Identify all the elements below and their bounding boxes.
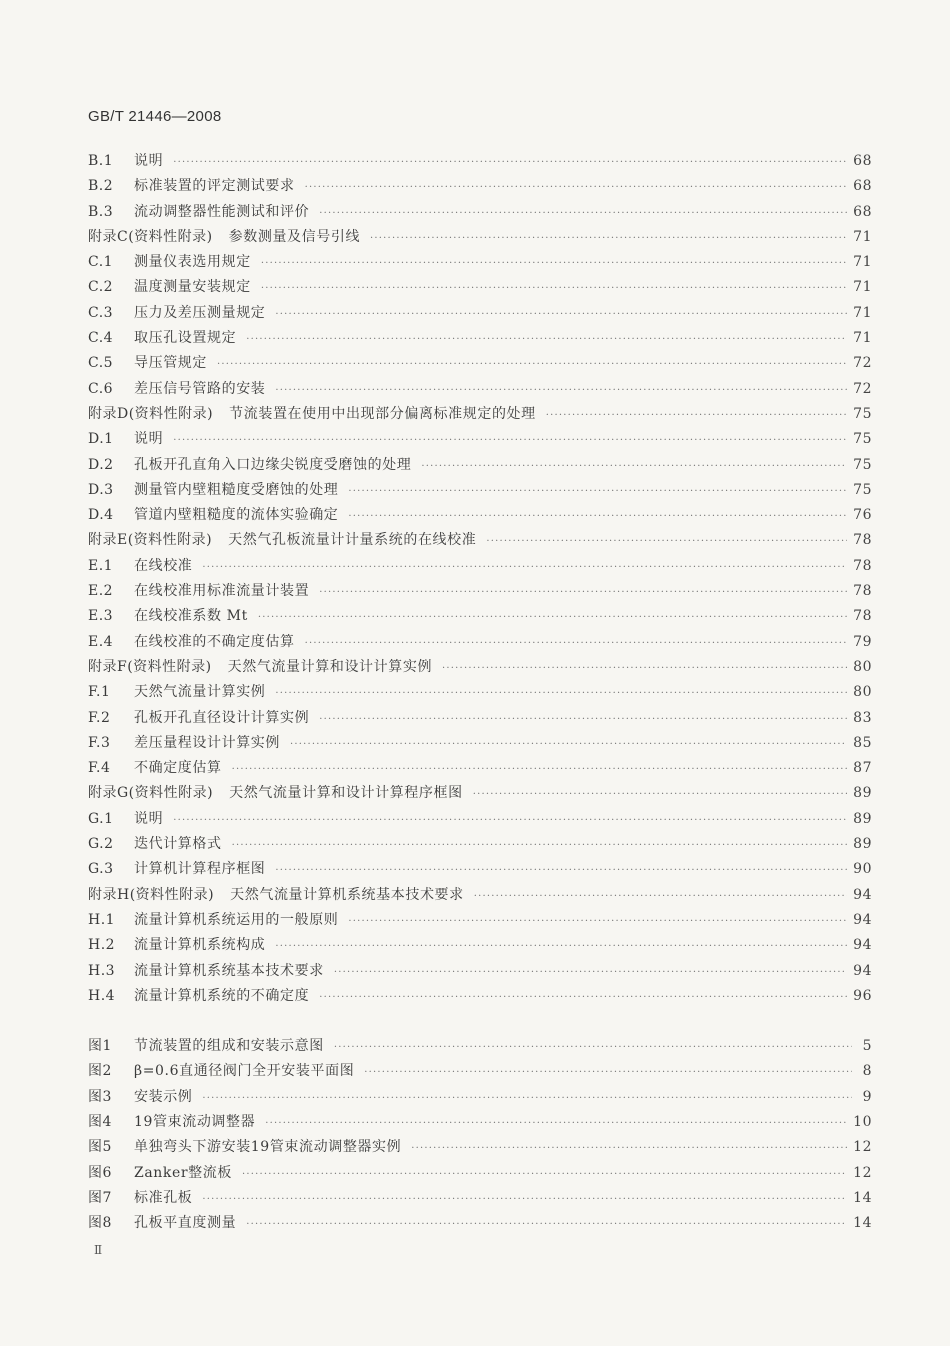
dot-leader — [334, 967, 847, 978]
toc-title: 参数测量及信号引线 — [228, 228, 361, 245]
toc-row[interactable] — [88, 909, 872, 934]
toc-page-number: 75 — [853, 481, 872, 498]
toc-title: 不确定度估算 — [134, 760, 222, 777]
toc-page-number: 12 — [853, 1139, 872, 1156]
figure-row[interactable] — [88, 1060, 872, 1085]
toc-page-number: 94 — [853, 911, 872, 928]
toc-row[interactable] — [88, 454, 872, 479]
toc-row[interactable] — [88, 605, 872, 630]
dot-leader — [275, 309, 847, 320]
dot-leader — [258, 612, 847, 623]
toc-page-number: 75 — [853, 456, 872, 473]
toc-title: 差压量程设计计算实例 — [134, 734, 280, 751]
section-gap — [88, 1010, 872, 1035]
toc-number: H.4 — [88, 987, 116, 1004]
toc-row[interactable] — [88, 428, 872, 453]
toc-title: 说明 — [134, 153, 164, 169]
toc-title: 19管束流动调整器 — [134, 1113, 256, 1130]
appendix-label: 附录D(资料性附录) — [88, 405, 214, 422]
toc-row[interactable] — [88, 681, 872, 706]
toc-row[interactable] — [88, 580, 872, 605]
toc-row[interactable] — [88, 707, 872, 732]
dot-leader — [473, 789, 847, 800]
toc-title: 在线校准系数 Mt — [134, 608, 248, 625]
dot-leader — [421, 461, 847, 472]
page-number-footer: Ⅱ — [94, 1243, 103, 1257]
dot-leader — [442, 663, 847, 674]
toc-title: 标准装置的评定测试要求 — [134, 178, 295, 195]
toc-page-number: 68 — [853, 203, 872, 220]
dot-leader — [486, 536, 847, 547]
toc-number: G.3 — [88, 861, 114, 878]
toc-title: 流量计算机系统运用的一般原则 — [134, 911, 339, 928]
toc-title: 温度测量安装规定 — [134, 279, 251, 296]
toc-row[interactable] — [88, 757, 872, 782]
toc-entries — [88, 150, 872, 1010]
toc-title: 迭代计算格式 — [134, 836, 222, 853]
toc-page-number: 71 — [853, 304, 872, 321]
toc-number: 图8 — [88, 1215, 112, 1232]
toc-row[interactable] — [88, 555, 872, 580]
toc-title: 孔板开孔直径设计计算实例 — [134, 709, 310, 726]
dot-leader — [348, 916, 847, 927]
dot-leader — [217, 359, 847, 370]
toc-title: 标准孔板 — [134, 1189, 193, 1206]
toc-title: 在线校准 — [134, 557, 193, 574]
toc-number: D.3 — [88, 481, 114, 498]
toc-title: 孔板平直度测量 — [134, 1215, 237, 1232]
toc-page-number: 76 — [853, 507, 872, 524]
toc-row[interactable] — [88, 479, 872, 504]
toc-title: 节流装置在使用中出现部分偏离标准规定的处理 — [229, 405, 536, 422]
toc-number: F.4 — [88, 760, 111, 777]
toc-appendix-row[interactable] — [88, 884, 872, 909]
toc-title: 在线校准用标准流量计装置 — [134, 583, 310, 600]
toc-number: D.2 — [88, 456, 114, 473]
toc-appendix-row[interactable] — [88, 529, 872, 554]
toc-number: 图2 — [88, 1063, 112, 1080]
toc-title: 天然气流量计算和设计计算程序框图 — [229, 785, 463, 802]
toc-page-number: 14 — [853, 1189, 872, 1206]
toc-number: C.5 — [88, 355, 114, 372]
toc-row[interactable] — [88, 352, 872, 377]
standard-number-header: GB/T 21446—2008 — [88, 108, 222, 125]
dot-leader — [261, 283, 847, 294]
appendix-label: 附录F(资料性附录) — [88, 658, 212, 675]
appendix-label: 附录C(资料性附录) — [88, 228, 213, 245]
dot-leader — [275, 688, 847, 699]
toc-number: F.2 — [88, 709, 111, 726]
toc-page-number: 9 — [862, 1088, 872, 1105]
toc-title: 说明 — [134, 431, 164, 448]
dot-leader — [319, 587, 847, 598]
toc-number: H.3 — [88, 962, 116, 979]
toc-row[interactable] — [88, 833, 872, 858]
dot-leader — [173, 157, 847, 168]
dot-leader — [232, 840, 848, 851]
toc-row[interactable] — [88, 985, 872, 1010]
toc-title: 取压孔设置规定 — [134, 330, 237, 347]
dot-leader — [334, 1042, 852, 1053]
toc-title: 安装示例 — [134, 1088, 193, 1105]
toc-title: 流量计算机系统基本技术要求 — [134, 962, 324, 979]
toc-page-number: 94 — [853, 886, 872, 903]
toc-number: E.3 — [88, 608, 114, 625]
toc-page-number: 8 — [862, 1063, 872, 1080]
toc-page-number: 68 — [853, 153, 872, 169]
appendix-label: 附录E(资料性附录) — [88, 532, 213, 549]
appendix-label: 附录G(资料性附录) — [88, 785, 214, 802]
dot-leader — [242, 1169, 847, 1180]
toc-number: 图6 — [88, 1164, 112, 1181]
toc-page-number: 90 — [853, 861, 872, 878]
dot-leader — [319, 208, 847, 219]
toc-page-number: 5 — [862, 1038, 872, 1055]
toc-title: 说明 — [134, 810, 164, 827]
toc-number: D.1 — [88, 431, 114, 448]
toc-appendix-row[interactable] — [88, 226, 872, 251]
toc-page-number: 14 — [853, 1215, 872, 1232]
dot-leader — [348, 486, 847, 497]
toc-page-number: 78 — [853, 557, 872, 574]
dot-leader — [411, 1143, 847, 1154]
appendix-label: 附录H(资料性附录) — [88, 886, 215, 903]
toc-page-number: 96 — [853, 987, 872, 1004]
toc-title: 孔板开孔直角入口边缘尖锐度受磨蚀的处理 — [134, 456, 412, 473]
dot-leader — [202, 562, 847, 573]
dot-leader — [246, 1219, 847, 1230]
toc-page-number: 78 — [853, 583, 872, 600]
toc-row[interactable] — [88, 960, 872, 985]
figure-row[interactable] — [88, 1136, 872, 1161]
toc-page-number: 94 — [853, 937, 872, 954]
toc-row[interactable] — [88, 732, 872, 757]
toc-page-number: 79 — [853, 633, 872, 650]
toc-title: 流量计算机系统构成 — [134, 937, 266, 954]
dot-leader — [275, 941, 847, 952]
dot-leader — [265, 1118, 847, 1129]
dot-leader — [364, 1067, 852, 1078]
toc-title: 流动调整器性能测试和评价 — [134, 203, 310, 220]
dot-leader — [319, 714, 847, 725]
toc-number: B.2 — [88, 178, 114, 195]
toc-title: 节流装置的组成和安装示意图 — [134, 1038, 324, 1055]
toc-appendix-row[interactable] — [88, 782, 872, 807]
toc-row[interactable] — [88, 631, 872, 656]
toc-number: H.1 — [88, 911, 116, 928]
toc-page-number: 89 — [853, 810, 872, 827]
toc-title: 计算机计算程序框图 — [134, 861, 266, 878]
toc-page-number: 68 — [853, 178, 872, 195]
toc-number: C.4 — [88, 330, 114, 347]
toc-number: B.1 — [88, 153, 114, 169]
dot-leader — [202, 1194, 847, 1205]
toc-title: 导压管规定 — [134, 355, 207, 372]
toc-title: 流量计算机系统的不确定度 — [134, 987, 310, 1004]
dot-leader — [173, 435, 847, 446]
toc-title: 天然气流量计算机系统基本技术要求 — [230, 886, 464, 903]
toc-number: E.4 — [88, 633, 114, 650]
figure-row[interactable] — [88, 1212, 872, 1237]
toc-number: 图5 — [88, 1139, 112, 1156]
dot-leader — [275, 385, 847, 396]
dot-leader — [319, 992, 847, 1003]
toc-number: C.6 — [88, 380, 114, 397]
dot-leader — [305, 182, 848, 193]
dot-leader — [232, 764, 848, 775]
toc-number: F.3 — [88, 734, 111, 751]
toc-number: G.2 — [88, 836, 114, 853]
toc-number: D.4 — [88, 507, 114, 524]
toc-row[interactable] — [88, 276, 872, 301]
dot-leader — [275, 865, 847, 876]
toc-row[interactable] — [88, 175, 872, 200]
toc-page-number: 72 — [853, 380, 872, 397]
toc-row[interactable] — [88, 808, 872, 833]
dot-leader — [305, 638, 848, 649]
toc-number: H.2 — [88, 937, 116, 954]
toc-page-number: 10 — [853, 1113, 872, 1130]
figure-row[interactable] — [88, 1162, 872, 1187]
toc-page-number: 85 — [853, 734, 872, 751]
figure-row[interactable] — [88, 1035, 872, 1060]
toc-number: 图3 — [88, 1088, 112, 1105]
dot-leader — [202, 1093, 852, 1104]
toc-page-number: 71 — [853, 228, 872, 245]
toc-number: F.1 — [88, 684, 111, 701]
toc-row[interactable] — [88, 150, 872, 175]
dot-leader — [261, 258, 847, 269]
toc-page-number: 80 — [853, 684, 872, 701]
toc-row[interactable] — [88, 251, 872, 276]
toc-page-number: 87 — [853, 760, 872, 777]
dot-leader — [246, 334, 847, 345]
figure-row[interactable] — [88, 1111, 872, 1136]
toc-title: 测量管内壁粗糙度受磨蚀的处理 — [134, 481, 339, 498]
figure-row[interactable] — [88, 1187, 872, 1212]
toc-page-number: 75 — [853, 431, 872, 448]
figure-row[interactable] — [88, 1086, 872, 1111]
toc-number: 图1 — [88, 1038, 112, 1055]
toc-title: 天然气流量计算实例 — [134, 684, 266, 701]
dot-leader — [474, 891, 847, 902]
toc-page-number: 71 — [853, 279, 872, 296]
toc-row[interactable] — [88, 327, 872, 352]
toc-row[interactable] — [88, 302, 872, 327]
toc-number: 图4 — [88, 1113, 112, 1130]
toc-row[interactable] — [88, 201, 872, 226]
toc-page-number: 89 — [853, 785, 872, 802]
dot-leader — [173, 815, 847, 826]
toc-row[interactable] — [88, 934, 872, 959]
toc-appendix-row[interactable] — [88, 656, 872, 681]
toc-page-number: 71 — [853, 254, 872, 271]
table-of-contents — [88, 150, 872, 1237]
toc-number: B.3 — [88, 203, 114, 220]
toc-title: 管道内壁粗糙度的流体实验确定 — [134, 507, 339, 524]
toc-page-number: 83 — [853, 709, 872, 726]
toc-number: E.1 — [88, 557, 114, 574]
toc-title: Zanker整流板 — [134, 1164, 232, 1181]
toc-row[interactable] — [88, 858, 872, 883]
toc-title: β=0.6直通径阀门全开安装平面图 — [134, 1063, 355, 1080]
toc-number: C.3 — [88, 304, 114, 321]
toc-page-number: 80 — [853, 658, 872, 675]
toc-number: C.2 — [88, 279, 114, 296]
toc-title: 测量仪表选用规定 — [134, 254, 251, 271]
toc-title: 在线校准的不确定度估算 — [134, 633, 295, 650]
toc-page-number: 78 — [853, 608, 872, 625]
dot-leader — [290, 739, 847, 750]
toc-page-number: 89 — [853, 836, 872, 853]
toc-page-number: 72 — [853, 355, 872, 372]
toc-row[interactable] — [88, 504, 872, 529]
toc-number: C.1 — [88, 254, 114, 271]
toc-title: 压力及差压测量规定 — [134, 304, 266, 321]
dot-leader — [348, 511, 847, 522]
toc-number: 图7 — [88, 1189, 112, 1206]
figure-list — [88, 1035, 872, 1237]
dot-leader — [370, 233, 847, 244]
toc-page-number: 12 — [853, 1164, 872, 1181]
toc-page-number: 71 — [853, 330, 872, 347]
dot-leader — [546, 410, 847, 421]
toc-title: 天然气孔板流量计计量系统的在线校准 — [228, 532, 477, 549]
toc-row[interactable] — [88, 378, 872, 403]
toc-page-number: 78 — [853, 532, 872, 549]
toc-number: E.2 — [88, 583, 114, 600]
toc-page-number: 94 — [853, 962, 872, 979]
toc-title: 差压信号管路的安装 — [134, 380, 266, 397]
toc-page-number: 75 — [853, 405, 872, 422]
toc-title: 天然气流量计算和设计计算实例 — [227, 658, 433, 675]
toc-number: G.1 — [88, 810, 114, 827]
toc-title: 单独弯头下游安装19管束流动调整器实例 — [134, 1139, 402, 1156]
toc-appendix-row[interactable] — [88, 403, 872, 428]
